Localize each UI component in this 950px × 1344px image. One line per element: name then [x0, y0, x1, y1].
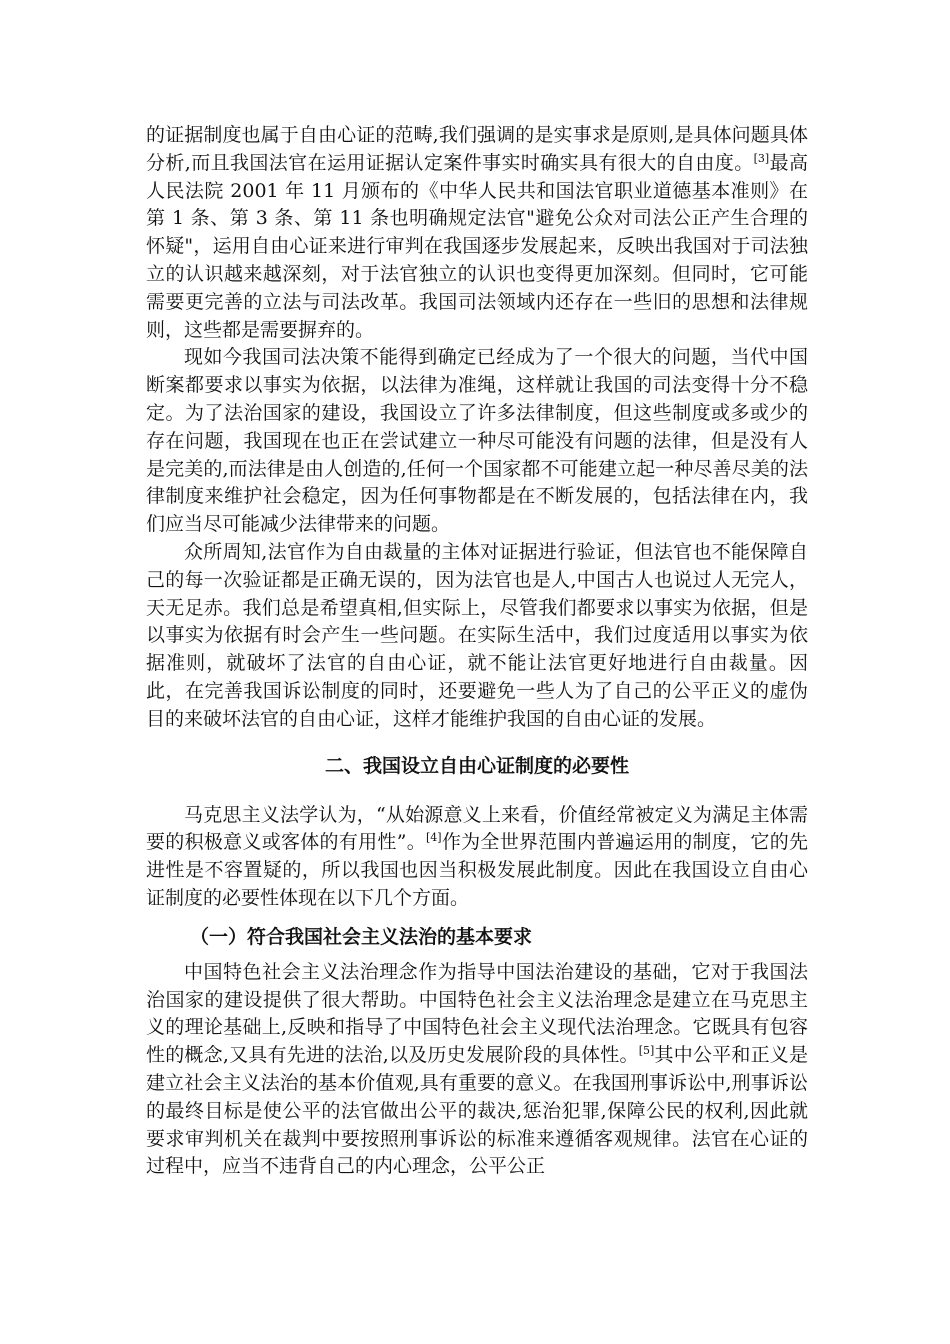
paragraph-5-text-a: 中国特色社会主义法治理念作为指导中国法治建设的基础，它对于我国法治国家的建设提供了很大帮助。中国特色社会主义法治理念是建立在马克思主义的理论基础上,反映和指导了中国特色社会主义现代法治理念。它既具有包容性的概念,又具有先进的法治,以及历史发展阶段的具体性。 — [146, 960, 808, 1067]
paragraph-1-text-a: 的证据制度也属于自由心证的范畴,我们强调的是实事求是原则,是具体问题具体分析,而且我国法官在运用证据认定案件事实时确实具有很大的自由度。 — [146, 124, 808, 174]
paragraph-5-text-b: 其中公平和正义是建立社会主义法治的基本价值观,具有重要的意义。在我国刑事诉讼中,刑事诉讼的最终目标是使公平的法官做出公平的裁决,惩治犯罪,保障公民的权利,因此就要求审判机关在裁判中要按照刑事诉讼的标准来遵循客观规律。法官在心证的过程中，应当不违背自己的内心理念，公平公正 — [146, 1044, 808, 1178]
citation-4: [4] — [425, 831, 442, 845]
paragraph-3: 众所周知,法官作为自由裁量的主体对证据进行验证，但法官也不能保障自己的每一次验证都是正确无误的，因为法官也是人,中国古人也说过人无完人，天无足赤。我们总是希望真相,但实际上，尽管我们都要求以事实为依据，但是以事实为依据有时会产生一些问题。在实际生活中，我们过度适用以事实为依据准则，就破坏了法官的自由心证，就不能让法官更好地进行自由裁量。因此，在完善我国诉讼制度的同时，还要避免一些人为了自己的公平正义的虚伪目的来破坏法官的自由心证，这样才能维护我国的自由心证的发展。 — [146, 540, 808, 730]
paragraph-1 — [146, 122, 808, 344]
paragraph-5 — [146, 959, 808, 1181]
paragraph-4-text-b: 作为全世界范围内普遍运用的制度，它的先进性是不容置疑的，所以我国也因当积极发展此制度。因此在我国设立自由心证制度的必要性体现在以下几个方面。 — [146, 831, 808, 909]
paragraph-4 — [146, 802, 808, 913]
document-body — [146, 122, 808, 1181]
paragraph-4-text-a: 马克思主义法学认为，“从始源意义上来看，价值经常被定义为满足主体需要的积极意义或客体的有用性”。 — [146, 803, 808, 854]
citation-5: [5] — [638, 1044, 655, 1058]
citation-3: [3] — [753, 151, 770, 165]
subsection-heading: （一）符合我国社会主义法治的基本要求 — [190, 925, 533, 948]
paragraph-1-text-b: 最高人民法院 2001 年 11 月颁布的《中华人民共和国法官职业道德基本准则》在第 1 条、第 3 条、第 11 条也明确规定法官"避免公众对司法公正产生合理的怀疑"，运用自由心证来进行审判在我国逐步发展起来，反映出我国对于司法独立的认识越来越深刻，对于法官独立的认识也变得更加深刻。但同时，它可能需要更完善的立法与司法改革。我国司法领域内还存在一些旧的思想和法律规则，这些都是需要摒弃的。 — [146, 151, 808, 341]
paragraph-2: 现如今我国司法决策不能得到确定已经成为了一个很大的问题，当代中国断案都要求以事实为依据，以法律为准绳，这样就让我国的司法变得十分不稳定。为了法治国家的建设，我国设立了许多法律制度，但这些制度或多或少的存在问题，我国现在也正在尝试建立一种尽可能没有问题的法律，但是没有人是完美的,而法律是由人创造的,任何一个国家都不可能建立起一种尽善尽美的法律制度来维护社会稳定，因为任何事物都是在不断发展的，包括法律在内，我们应当尽可能减少法律带来的问题。 — [146, 346, 808, 536]
section-heading: 二、我国设立自由心证制度的必要性 — [324, 754, 629, 777]
